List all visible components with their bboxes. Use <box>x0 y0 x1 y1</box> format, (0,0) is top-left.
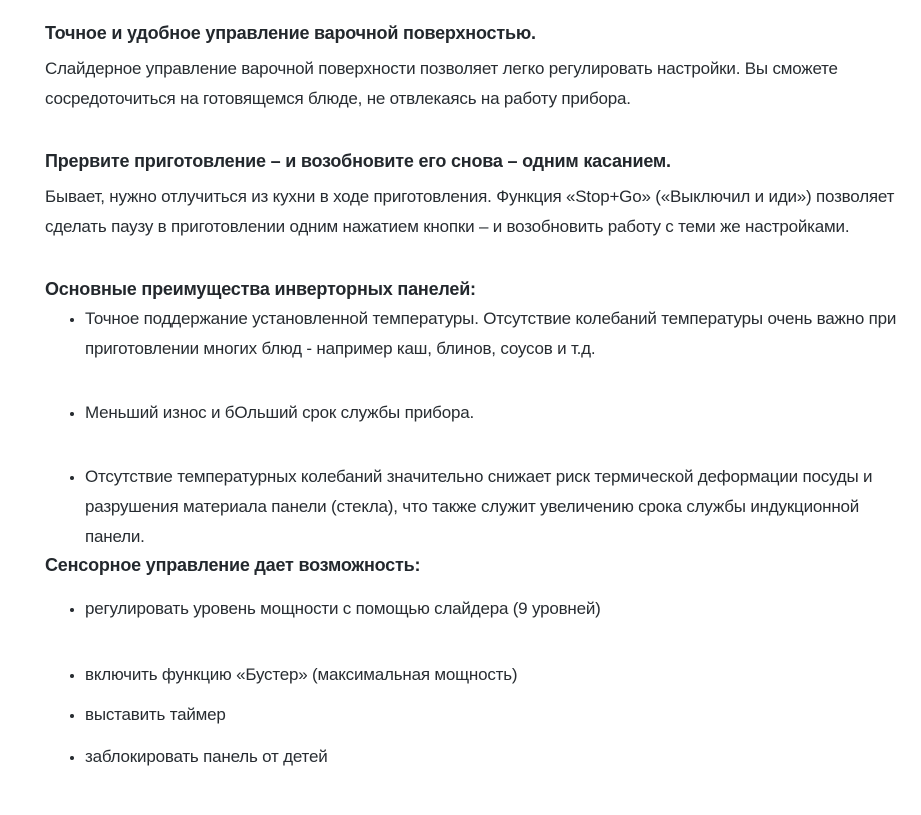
list-item-child-lock: • заблокировать панель от детей <box>85 742 903 772</box>
section-paragraph-stop-go: Бывает, нужно отлучиться из кухни в ходе приготовления. Функция «Stop+Go» («Выключил и иди») позволяет сделать паузу в приготовлении одним нажатием кнопки – и возобновить работу с теми же настройками. <box>45 187 895 236</box>
section-heading-precise-control: Точное и удобное управление варочной поверхностью. <box>45 23 536 43</box>
list-item-booster: • включить функцию «Бустер» (максимальная мощность) <box>85 660 903 690</box>
touch-control-list <box>45 594 903 772</box>
section-heading-inverter-advantages: Основные преимущества инверторных панелей: <box>45 279 476 299</box>
list-item-timer: • выставить таймер <box>85 700 903 730</box>
list-item-thermal-deformation: • Отсутствие температурных колебаний значительно снижает риск термической деформации посуды и разрушения материала панели (стекла), что также служит увеличению срока службы индукционной панели. <box>85 462 903 552</box>
section-heading-stop-go: Прервите приготовление – и возобновите его снова – одним касанием. <box>45 151 671 171</box>
inverter-advantages-list <box>45 304 903 552</box>
section-heading-touch-control: Сенсорное управление дает возможность: <box>45 555 421 575</box>
list-item-power-slider: • регулировать уровень мощности с помощью слайдера (9 уровней) <box>85 594 903 624</box>
list-item-less-wear: • Меньший износ и бОльший срок службы прибора. <box>85 398 903 428</box>
section-paragraph-slider-control: Слайдерное управление варочной поверхности позволяет легко регулировать настройки. Вы сможете сосредоточиться на готовящемся блюде, не отвлекаясь на работу прибора. <box>45 59 838 108</box>
list-item-temperature-hold: • Точное поддержание установленной температуры. Отсутствие колебаний температуры очень важно при приготовлении многих блюд - например каш, блинов, соусов и т.д. <box>85 304 903 364</box>
